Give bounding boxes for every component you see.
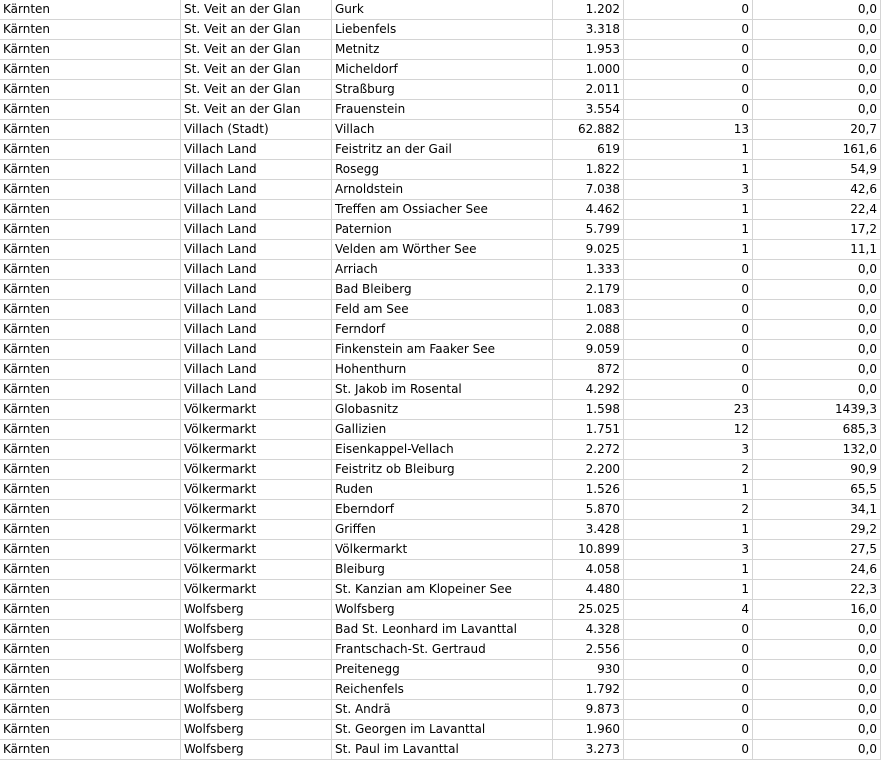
table-row [0, 640, 881, 660]
population-cell[interactable]: 3.554 [553, 100, 624, 120]
municipality-cell[interactable]: Paternion [332, 220, 553, 240]
state-cell[interactable]: Kärnten [0, 0, 181, 20]
population-cell[interactable]: 2.200 [553, 460, 624, 480]
population-cell[interactable]: 2.088 [553, 320, 624, 340]
municipality-cell[interactable]: Liebenfels [332, 20, 553, 40]
district-cell[interactable]: St. Veit an der Glan [181, 40, 332, 60]
municipality-cell[interactable]: Feistritz an der Gail [332, 140, 553, 160]
count-cell[interactable]: 1 [624, 560, 753, 580]
population-cell[interactable]: 3.318 [553, 20, 624, 40]
table-row [0, 740, 881, 760]
table-row [0, 440, 881, 460]
count-cell[interactable]: 0 [624, 320, 753, 340]
municipality-cell[interactable]: Eberndorf [332, 500, 553, 520]
count-cell[interactable]: 0 [624, 0, 753, 20]
table-row [0, 200, 881, 220]
state-cell[interactable]: Kärnten [0, 380, 181, 400]
population-cell[interactable]: 1.822 [553, 160, 624, 180]
count-cell[interactable]: 3 [624, 180, 753, 200]
population-cell[interactable]: 1.526 [553, 480, 624, 500]
count-cell[interactable]: 4 [624, 600, 753, 620]
district-cell[interactable]: St. Veit an der Glan [181, 0, 332, 20]
population-cell[interactable]: 2.272 [553, 440, 624, 460]
rate-cell[interactable]: 0,0 [753, 60, 881, 80]
table-row [0, 160, 881, 180]
state-cell[interactable]: Kärnten [0, 600, 181, 620]
rate-cell[interactable]: 20,7 [753, 120, 881, 140]
state-cell[interactable]: Kärnten [0, 580, 181, 600]
rate-cell[interactable]: 0,0 [753, 300, 881, 320]
district-cell[interactable]: Völkermarkt [181, 400, 332, 420]
district-cell[interactable]: Villach Land [181, 360, 332, 380]
rate-cell[interactable]: 22,3 [753, 580, 881, 600]
count-cell[interactable]: 0 [624, 100, 753, 120]
table-row [0, 420, 881, 440]
rate-cell[interactable]: 54,9 [753, 160, 881, 180]
table-row [0, 480, 881, 500]
rate-cell[interactable]: 0,0 [753, 360, 881, 380]
state-cell[interactable]: Kärnten [0, 440, 181, 460]
district-cell[interactable]: Villach Land [181, 200, 332, 220]
state-cell[interactable]: Kärnten [0, 300, 181, 320]
rate-cell[interactable]: 27,5 [753, 540, 881, 560]
table-row [0, 80, 881, 100]
count-cell[interactable]: 1 [624, 220, 753, 240]
municipality-cell[interactable]: Finkenstein am Faaker See [332, 340, 553, 360]
count-cell[interactable]: 0 [624, 40, 753, 60]
municipality-cell[interactable]: St. Georgen im Lavanttal [332, 720, 553, 740]
municipality-cell[interactable]: Micheldorf [332, 60, 553, 80]
district-cell[interactable]: Völkermarkt [181, 460, 332, 480]
state-cell[interactable]: Kärnten [0, 660, 181, 680]
population-cell[interactable]: 4.462 [553, 200, 624, 220]
state-cell[interactable]: Kärnten [0, 220, 181, 240]
municipality-cell[interactable]: Gurk [332, 0, 553, 20]
table-row [0, 280, 881, 300]
state-cell[interactable]: Kärnten [0, 560, 181, 580]
district-cell[interactable]: Völkermarkt [181, 540, 332, 560]
rate-cell[interactable]: 22,4 [753, 200, 881, 220]
district-cell[interactable]: Völkermarkt [181, 560, 332, 580]
district-cell[interactable]: Wolfsberg [181, 600, 332, 620]
municipality-cell[interactable]: Völkermarkt [332, 540, 553, 560]
table-row [0, 460, 881, 480]
state-cell[interactable]: Kärnten [0, 120, 181, 140]
rate-cell[interactable]: 0,0 [753, 320, 881, 340]
population-cell[interactable]: 9.025 [553, 240, 624, 260]
municipality-cell[interactable]: Feistritz ob Bleiburg [332, 460, 553, 480]
district-cell[interactable]: Villach Land [181, 340, 332, 360]
population-cell[interactable]: 5.799 [553, 220, 624, 240]
district-cell[interactable]: Völkermarkt [181, 580, 332, 600]
population-cell[interactable]: 9.873 [553, 700, 624, 720]
table-row [0, 380, 881, 400]
rate-cell[interactable]: 0,0 [753, 0, 881, 20]
district-cell[interactable]: St. Veit an der Glan [181, 20, 332, 40]
district-cell[interactable]: Völkermarkt [181, 440, 332, 460]
district-cell[interactable]: Villach Land [181, 280, 332, 300]
count-cell[interactable]: 0 [624, 640, 753, 660]
table-row [0, 60, 881, 80]
table-row [0, 500, 881, 520]
municipality-cell[interactable]: Preitenegg [332, 660, 553, 680]
municipality-cell[interactable]: Reichenfels [332, 680, 553, 700]
count-cell[interactable]: 23 [624, 400, 753, 420]
district-cell[interactable]: Villach Land [181, 220, 332, 240]
district-cell[interactable]: Völkermarkt [181, 520, 332, 540]
district-cell[interactable]: Völkermarkt [181, 420, 332, 440]
municipality-cell[interactable]: Frauenstein [332, 100, 553, 120]
municipality-cell[interactable]: Velden am Wörther See [332, 240, 553, 260]
table-row [0, 340, 881, 360]
state-cell[interactable]: Kärnten [0, 160, 181, 180]
rate-cell[interactable]: 90,9 [753, 460, 881, 480]
municipality-cell[interactable]: Rosegg [332, 160, 553, 180]
municipality-cell[interactable]: St. Jakob im Rosental [332, 380, 553, 400]
municipality-cell[interactable]: Wolfsberg [332, 600, 553, 620]
rate-cell[interactable]: 0,0 [753, 700, 881, 720]
count-cell[interactable]: 1 [624, 200, 753, 220]
count-cell[interactable]: 0 [624, 300, 753, 320]
count-cell[interactable]: 0 [624, 620, 753, 640]
count-cell[interactable]: 1 [624, 160, 753, 180]
table-row [0, 660, 881, 680]
table-row [0, 100, 881, 120]
state-cell[interactable]: Kärnten [0, 20, 181, 40]
rate-cell[interactable]: 685,3 [753, 420, 881, 440]
population-cell[interactable]: 2.179 [553, 280, 624, 300]
population-cell[interactable]: 619 [553, 140, 624, 160]
table-row [0, 720, 881, 740]
state-cell[interactable]: Kärnten [0, 340, 181, 360]
municipality-cell[interactable]: Feld am See [332, 300, 553, 320]
municipality-cell[interactable]: Treffen am Ossiacher See [332, 200, 553, 220]
rate-cell[interactable]: 0,0 [753, 20, 881, 40]
state-cell[interactable]: Kärnten [0, 540, 181, 560]
municipality-cell[interactable]: Arriach [332, 260, 553, 280]
municipality-cell[interactable]: Ferndorf [332, 320, 553, 340]
district-cell[interactable]: St. Veit an der Glan [181, 80, 332, 100]
population-cell[interactable]: 1.792 [553, 680, 624, 700]
state-cell[interactable]: Kärnten [0, 80, 181, 100]
state-cell[interactable]: Kärnten [0, 700, 181, 720]
table-row [0, 680, 881, 700]
rate-cell[interactable]: 1439,3 [753, 400, 881, 420]
state-cell[interactable]: Kärnten [0, 360, 181, 380]
municipality-cell[interactable]: St. Paul im Lavanttal [332, 740, 553, 760]
count-cell[interactable]: 0 [624, 280, 753, 300]
population-cell[interactable]: 2.556 [553, 640, 624, 660]
table-row [0, 620, 881, 640]
rate-cell[interactable]: 0,0 [753, 680, 881, 700]
state-cell[interactable]: Kärnten [0, 500, 181, 520]
count-cell[interactable]: 0 [624, 60, 753, 80]
table-row [0, 140, 881, 160]
district-cell[interactable]: Villach Land [181, 140, 332, 160]
table-row [0, 0, 881, 20]
count-cell[interactable]: 0 [624, 700, 753, 720]
state-cell[interactable]: Kärnten [0, 480, 181, 500]
table-row [0, 600, 881, 620]
rate-cell[interactable]: 0,0 [753, 740, 881, 760]
table-row [0, 700, 881, 720]
state-cell[interactable]: Kärnten [0, 200, 181, 220]
count-cell[interactable]: 0 [624, 680, 753, 700]
municipality-cell[interactable]: Arnoldstein [332, 180, 553, 200]
table-row [0, 360, 881, 380]
count-cell[interactable]: 3 [624, 540, 753, 560]
district-cell[interactable]: Völkermarkt [181, 480, 332, 500]
table-row [0, 220, 881, 240]
table-row [0, 260, 881, 280]
count-cell[interactable]: 0 [624, 340, 753, 360]
state-cell[interactable]: Kärnten [0, 280, 181, 300]
rate-cell[interactable]: 0,0 [753, 100, 881, 120]
population-cell[interactable]: 930 [553, 660, 624, 680]
district-cell[interactable]: Wolfsberg [181, 640, 332, 660]
district-cell[interactable]: Wolfsberg [181, 620, 332, 640]
table-row [0, 400, 881, 420]
count-cell[interactable]: 13 [624, 120, 753, 140]
count-cell[interactable]: 0 [624, 740, 753, 760]
count-cell[interactable]: 2 [624, 460, 753, 480]
state-cell[interactable]: Kärnten [0, 180, 181, 200]
state-cell[interactable]: Kärnten [0, 620, 181, 640]
rate-cell[interactable]: 0,0 [753, 280, 881, 300]
state-cell[interactable]: Kärnten [0, 400, 181, 420]
municipality-cell[interactable]: Villach [332, 120, 553, 140]
population-cell[interactable]: 1.333 [553, 260, 624, 280]
municipality-cell[interactable]: Bad St. Leonhard im Lavanttal [332, 620, 553, 640]
municipality-cell[interactable]: Eisenkappel-Vellach [332, 440, 553, 460]
count-cell[interactable]: 0 [624, 380, 753, 400]
district-cell[interactable]: Völkermarkt [181, 500, 332, 520]
district-cell[interactable]: Wolfsberg [181, 740, 332, 760]
population-cell[interactable]: 1.751 [553, 420, 624, 440]
population-cell[interactable]: 4.328 [553, 620, 624, 640]
rate-cell[interactable]: 34,1 [753, 500, 881, 520]
table-row [0, 240, 881, 260]
rate-cell[interactable]: 0,0 [753, 640, 881, 660]
municipality-cell[interactable]: St. Kanzian am Klopeiner See [332, 580, 553, 600]
municipality-cell[interactable]: Griffen [332, 520, 553, 540]
count-cell[interactable]: 0 [624, 20, 753, 40]
table-row [0, 120, 881, 140]
population-cell[interactable]: 25.025 [553, 600, 624, 620]
count-cell[interactable]: 0 [624, 80, 753, 100]
district-cell[interactable]: Villach Land [181, 260, 332, 280]
table-row [0, 320, 881, 340]
municipality-cell[interactable]: St. Andrä [332, 700, 553, 720]
rate-cell[interactable]: 11,1 [753, 240, 881, 260]
count-cell[interactable]: 0 [624, 720, 753, 740]
municipality-cell[interactable]: Gallizien [332, 420, 553, 440]
rate-cell[interactable]: 0,0 [753, 380, 881, 400]
population-cell[interactable]: 1.000 [553, 60, 624, 80]
rate-cell[interactable]: 0,0 [753, 40, 881, 60]
municipality-cell[interactable]: Globasnitz [332, 400, 553, 420]
district-cell[interactable]: St. Veit an der Glan [181, 100, 332, 120]
population-cell[interactable]: 10.899 [553, 540, 624, 560]
state-cell[interactable]: Kärnten [0, 100, 181, 120]
count-cell[interactable]: 3 [624, 440, 753, 460]
count-cell[interactable]: 1 [624, 480, 753, 500]
population-cell[interactable]: 2.011 [553, 80, 624, 100]
rate-cell[interactable]: 0,0 [753, 340, 881, 360]
district-cell[interactable]: Villach Land [181, 160, 332, 180]
table-row [0, 300, 881, 320]
rate-cell[interactable]: 17,2 [753, 220, 881, 240]
population-cell[interactable]: 1.202 [553, 0, 624, 20]
rate-cell[interactable]: 161,6 [753, 140, 881, 160]
state-cell[interactable]: Kärnten [0, 720, 181, 740]
count-cell[interactable]: 2 [624, 500, 753, 520]
municipality-cell[interactable]: Hohenthurn [332, 360, 553, 380]
rate-cell[interactable]: 16,0 [753, 600, 881, 620]
rate-cell[interactable]: 0,0 [753, 720, 881, 740]
district-cell[interactable]: Wolfsberg [181, 680, 332, 700]
count-cell[interactable]: 1 [624, 520, 753, 540]
municipality-cell[interactable]: Frantschach-St. Gertraud [332, 640, 553, 660]
municipality-cell[interactable]: Metnitz [332, 40, 553, 60]
population-cell[interactable]: 62.882 [553, 120, 624, 140]
state-cell[interactable]: Kärnten [0, 40, 181, 60]
municipality-cell[interactable]: Ruden [332, 480, 553, 500]
district-cell[interactable]: St. Veit an der Glan [181, 60, 332, 80]
table-row [0, 180, 881, 200]
state-cell[interactable]: Kärnten [0, 320, 181, 340]
population-cell[interactable]: 7.038 [553, 180, 624, 200]
population-cell[interactable]: 9.059 [553, 340, 624, 360]
municipality-cell[interactable]: Bad Bleiberg [332, 280, 553, 300]
population-cell[interactable]: 3.273 [553, 740, 624, 760]
state-cell[interactable]: Kärnten [0, 740, 181, 760]
rate-cell[interactable]: 24,6 [753, 560, 881, 580]
table-row [0, 540, 881, 560]
municipality-cell[interactable]: Straßburg [332, 80, 553, 100]
table-row [0, 560, 881, 580]
state-cell[interactable]: Kärnten [0, 420, 181, 440]
population-cell[interactable]: 4.480 [553, 580, 624, 600]
state-cell[interactable]: Kärnten [0, 640, 181, 660]
state-cell[interactable]: Kärnten [0, 240, 181, 260]
table-row [0, 40, 881, 60]
population-cell[interactable]: 1.083 [553, 300, 624, 320]
state-cell[interactable]: Kärnten [0, 140, 181, 160]
table-row [0, 520, 881, 540]
population-cell[interactable]: 3.428 [553, 520, 624, 540]
population-cell[interactable]: 4.058 [553, 560, 624, 580]
state-cell[interactable]: Kärnten [0, 60, 181, 80]
state-cell[interactable]: Kärnten [0, 520, 181, 540]
population-cell[interactable]: 1.598 [553, 400, 624, 420]
count-cell[interactable]: 1 [624, 580, 753, 600]
district-cell[interactable]: Villach Land [181, 300, 332, 320]
population-cell[interactable]: 5.870 [553, 500, 624, 520]
count-cell[interactable]: 0 [624, 360, 753, 380]
state-cell[interactable]: Kärnten [0, 260, 181, 280]
district-cell[interactable]: Villach (Stadt) [181, 120, 332, 140]
municipality-cell[interactable]: Bleiburg [332, 560, 553, 580]
rate-cell[interactable]: 132,0 [753, 440, 881, 460]
state-cell[interactable]: Kärnten [0, 460, 181, 480]
table-row [0, 20, 881, 40]
rate-cell[interactable]: 29,2 [753, 520, 881, 540]
rate-cell[interactable]: 0,0 [753, 260, 881, 280]
rate-cell[interactable]: 65,5 [753, 480, 881, 500]
population-cell[interactable]: 1.960 [553, 720, 624, 740]
population-cell[interactable]: 4.292 [553, 380, 624, 400]
state-cell[interactable]: Kärnten [0, 680, 181, 700]
rate-cell[interactable]: 0,0 [753, 660, 881, 680]
count-cell[interactable]: 0 [624, 660, 753, 680]
district-cell[interactable]: Wolfsberg [181, 660, 332, 680]
count-cell[interactable]: 1 [624, 240, 753, 260]
district-cell[interactable]: Villach Land [181, 320, 332, 340]
rate-cell[interactable]: 0,0 [753, 80, 881, 100]
district-cell[interactable]: Wolfsberg [181, 720, 332, 740]
district-cell[interactable]: Wolfsberg [181, 700, 332, 720]
rate-cell[interactable]: 42,6 [753, 180, 881, 200]
district-cell[interactable]: Villach Land [181, 380, 332, 400]
district-cell[interactable]: Villach Land [181, 180, 332, 200]
count-cell[interactable]: 12 [624, 420, 753, 440]
population-cell[interactable]: 1.953 [553, 40, 624, 60]
table-row [0, 580, 881, 600]
rate-cell[interactable]: 0,0 [753, 620, 881, 640]
count-cell[interactable]: 1 [624, 140, 753, 160]
count-cell[interactable]: 0 [624, 260, 753, 280]
population-cell[interactable]: 872 [553, 360, 624, 380]
district-cell[interactable]: Villach Land [181, 240, 332, 260]
